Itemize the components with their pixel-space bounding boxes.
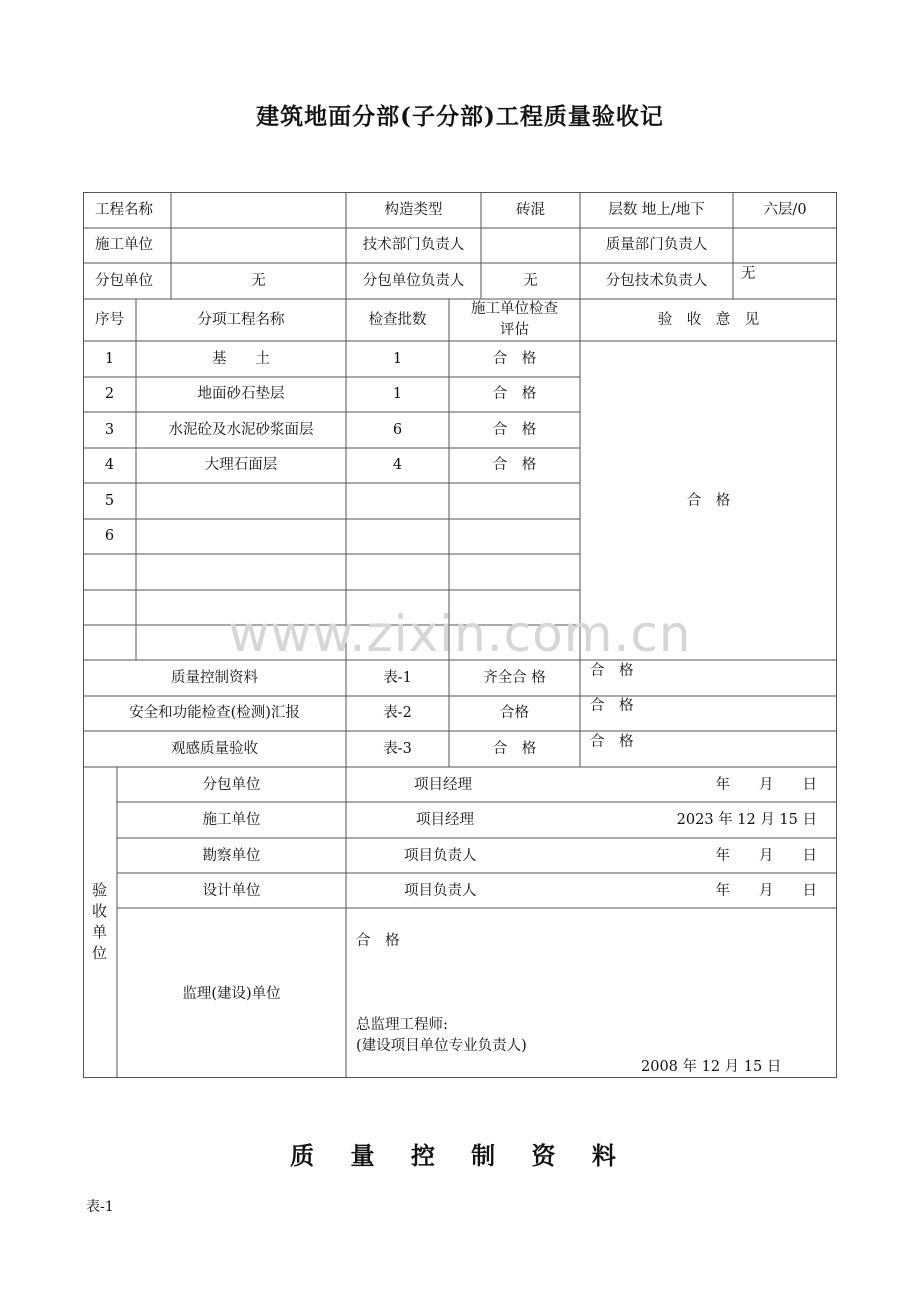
check-name: 观感质量验收 — [171, 741, 258, 757]
contractor-label: 施工单位 — [95, 237, 153, 253]
supervision-unit: 监理(建设)单位 — [182, 986, 281, 1002]
check-eval: 合格 — [500, 705, 529, 721]
col-no-header: 序号 — [95, 312, 124, 328]
acceptance-unit: 设计单位 — [202, 883, 261, 899]
table-row-no: 2 — [104, 386, 115, 402]
table-row-no: 5 — [104, 493, 115, 509]
table-row-no: 6 — [104, 528, 115, 544]
structure-type-label: 构造类型 — [384, 202, 443, 218]
acceptance-role: 项目经理 — [414, 777, 472, 793]
sub-tech-value: 无 — [741, 266, 756, 282]
watermark: www.zixin.com.cn — [228, 605, 692, 663]
floors-value: 六层/0 — [763, 202, 807, 218]
check-opinion: 合 格 — [590, 663, 634, 679]
table-row-no: 1 — [104, 351, 115, 367]
table-row-name: 水泥砼及水泥砂浆面层 — [168, 422, 314, 438]
check-name: 质量控制资料 — [171, 670, 258, 686]
table-row-batches: 1 — [392, 386, 403, 402]
document-title: 建筑地面分部(子分部)工程质量验收记 — [256, 103, 664, 130]
table-row-eval: 合 格 — [492, 386, 537, 402]
check-name: 安全和功能检查(检测)汇报 — [129, 705, 300, 721]
col-batches-header: 检查批数 — [368, 312, 427, 328]
table-row-name: 基 土 — [212, 351, 270, 367]
sub-tech-label: 分包技术负责人 — [605, 273, 708, 289]
table-row-batches: 1 — [392, 351, 403, 367]
check-eval: 合 格 — [492, 741, 537, 757]
acceptance-role: 项目负责人 — [404, 848, 477, 864]
col-opinion-header: 验 收 意 见 — [657, 312, 760, 328]
table-reference: 表-1 — [86, 1199, 114, 1215]
supervision-result: 合 格 — [356, 933, 400, 949]
subcontractor-label: 分包单位 — [95, 273, 153, 289]
check-table-ref: 表-2 — [383, 705, 412, 721]
col-eval-header-line2: 评估 — [500, 322, 529, 338]
acceptance-role: 项目负责人 — [404, 883, 477, 899]
table-row-batches: 4 — [392, 457, 403, 473]
structure-type-value: 砖混 — [516, 202, 545, 218]
acceptance-date: 年 月 日 — [715, 777, 817, 793]
check-table-ref: 表-3 — [383, 741, 412, 757]
table-row-eval: 合 格 — [492, 457, 537, 473]
supervision-engineer-label: 总监理工程师: — [356, 1017, 448, 1033]
table-row-eval: 合 格 — [492, 422, 537, 438]
table-row-no: 3 — [104, 422, 115, 438]
acceptance-date: 年 月 日 — [715, 848, 817, 864]
acceptance-unit: 施工单位 — [202, 812, 261, 828]
quality-head-label: 质量部门负责人 — [605, 237, 708, 253]
acceptance-side-label: 验收单位 — [92, 881, 108, 962]
project-name-label: 工程名称 — [95, 202, 153, 218]
acceptance-unit: 勘察单位 — [202, 848, 261, 864]
check-opinion: 合 格 — [590, 734, 634, 750]
tech-head-label: 技术部门负责人 — [362, 237, 465, 253]
table-row-batches: 6 — [392, 422, 403, 438]
floors-label: 层数 地上/地下 — [608, 202, 705, 218]
subcontractor-value: 无 — [251, 273, 266, 289]
check-eval: 齐全合 格 — [483, 670, 546, 686]
check-table-ref: 表-1 — [383, 670, 412, 686]
table-row-eval: 合 格 — [492, 351, 537, 367]
table-row-name: 地面砂石垫层 — [197, 386, 285, 402]
col-name-header: 分项工程名称 — [197, 312, 285, 328]
acceptance-unit: 分包单位 — [202, 777, 261, 793]
check-opinion: 合 格 — [590, 698, 634, 714]
sub-head-value: 无 — [523, 273, 538, 289]
sub-head-label: 分包单位负责人 — [362, 273, 465, 289]
supervision-date: 2008 年 12 月 15 日 — [641, 1059, 782, 1075]
table-row-name: 大理石面层 — [204, 457, 278, 473]
table-row-no: 4 — [104, 457, 115, 473]
acceptance-role: 项目经理 — [416, 812, 474, 828]
col-eval-header-line1: 施工单位检查 — [471, 301, 558, 317]
opinion-value: 合 格 — [686, 493, 731, 509]
supervision-owner-label: (建设项目单位专业负责人) — [356, 1038, 527, 1054]
section-title: 质 量 控 制 资 料 — [290, 1141, 630, 1170]
acceptance-date: 年 月 日 — [715, 883, 817, 899]
acceptance-date: 2023 年 12 月 15 日 — [676, 812, 817, 828]
